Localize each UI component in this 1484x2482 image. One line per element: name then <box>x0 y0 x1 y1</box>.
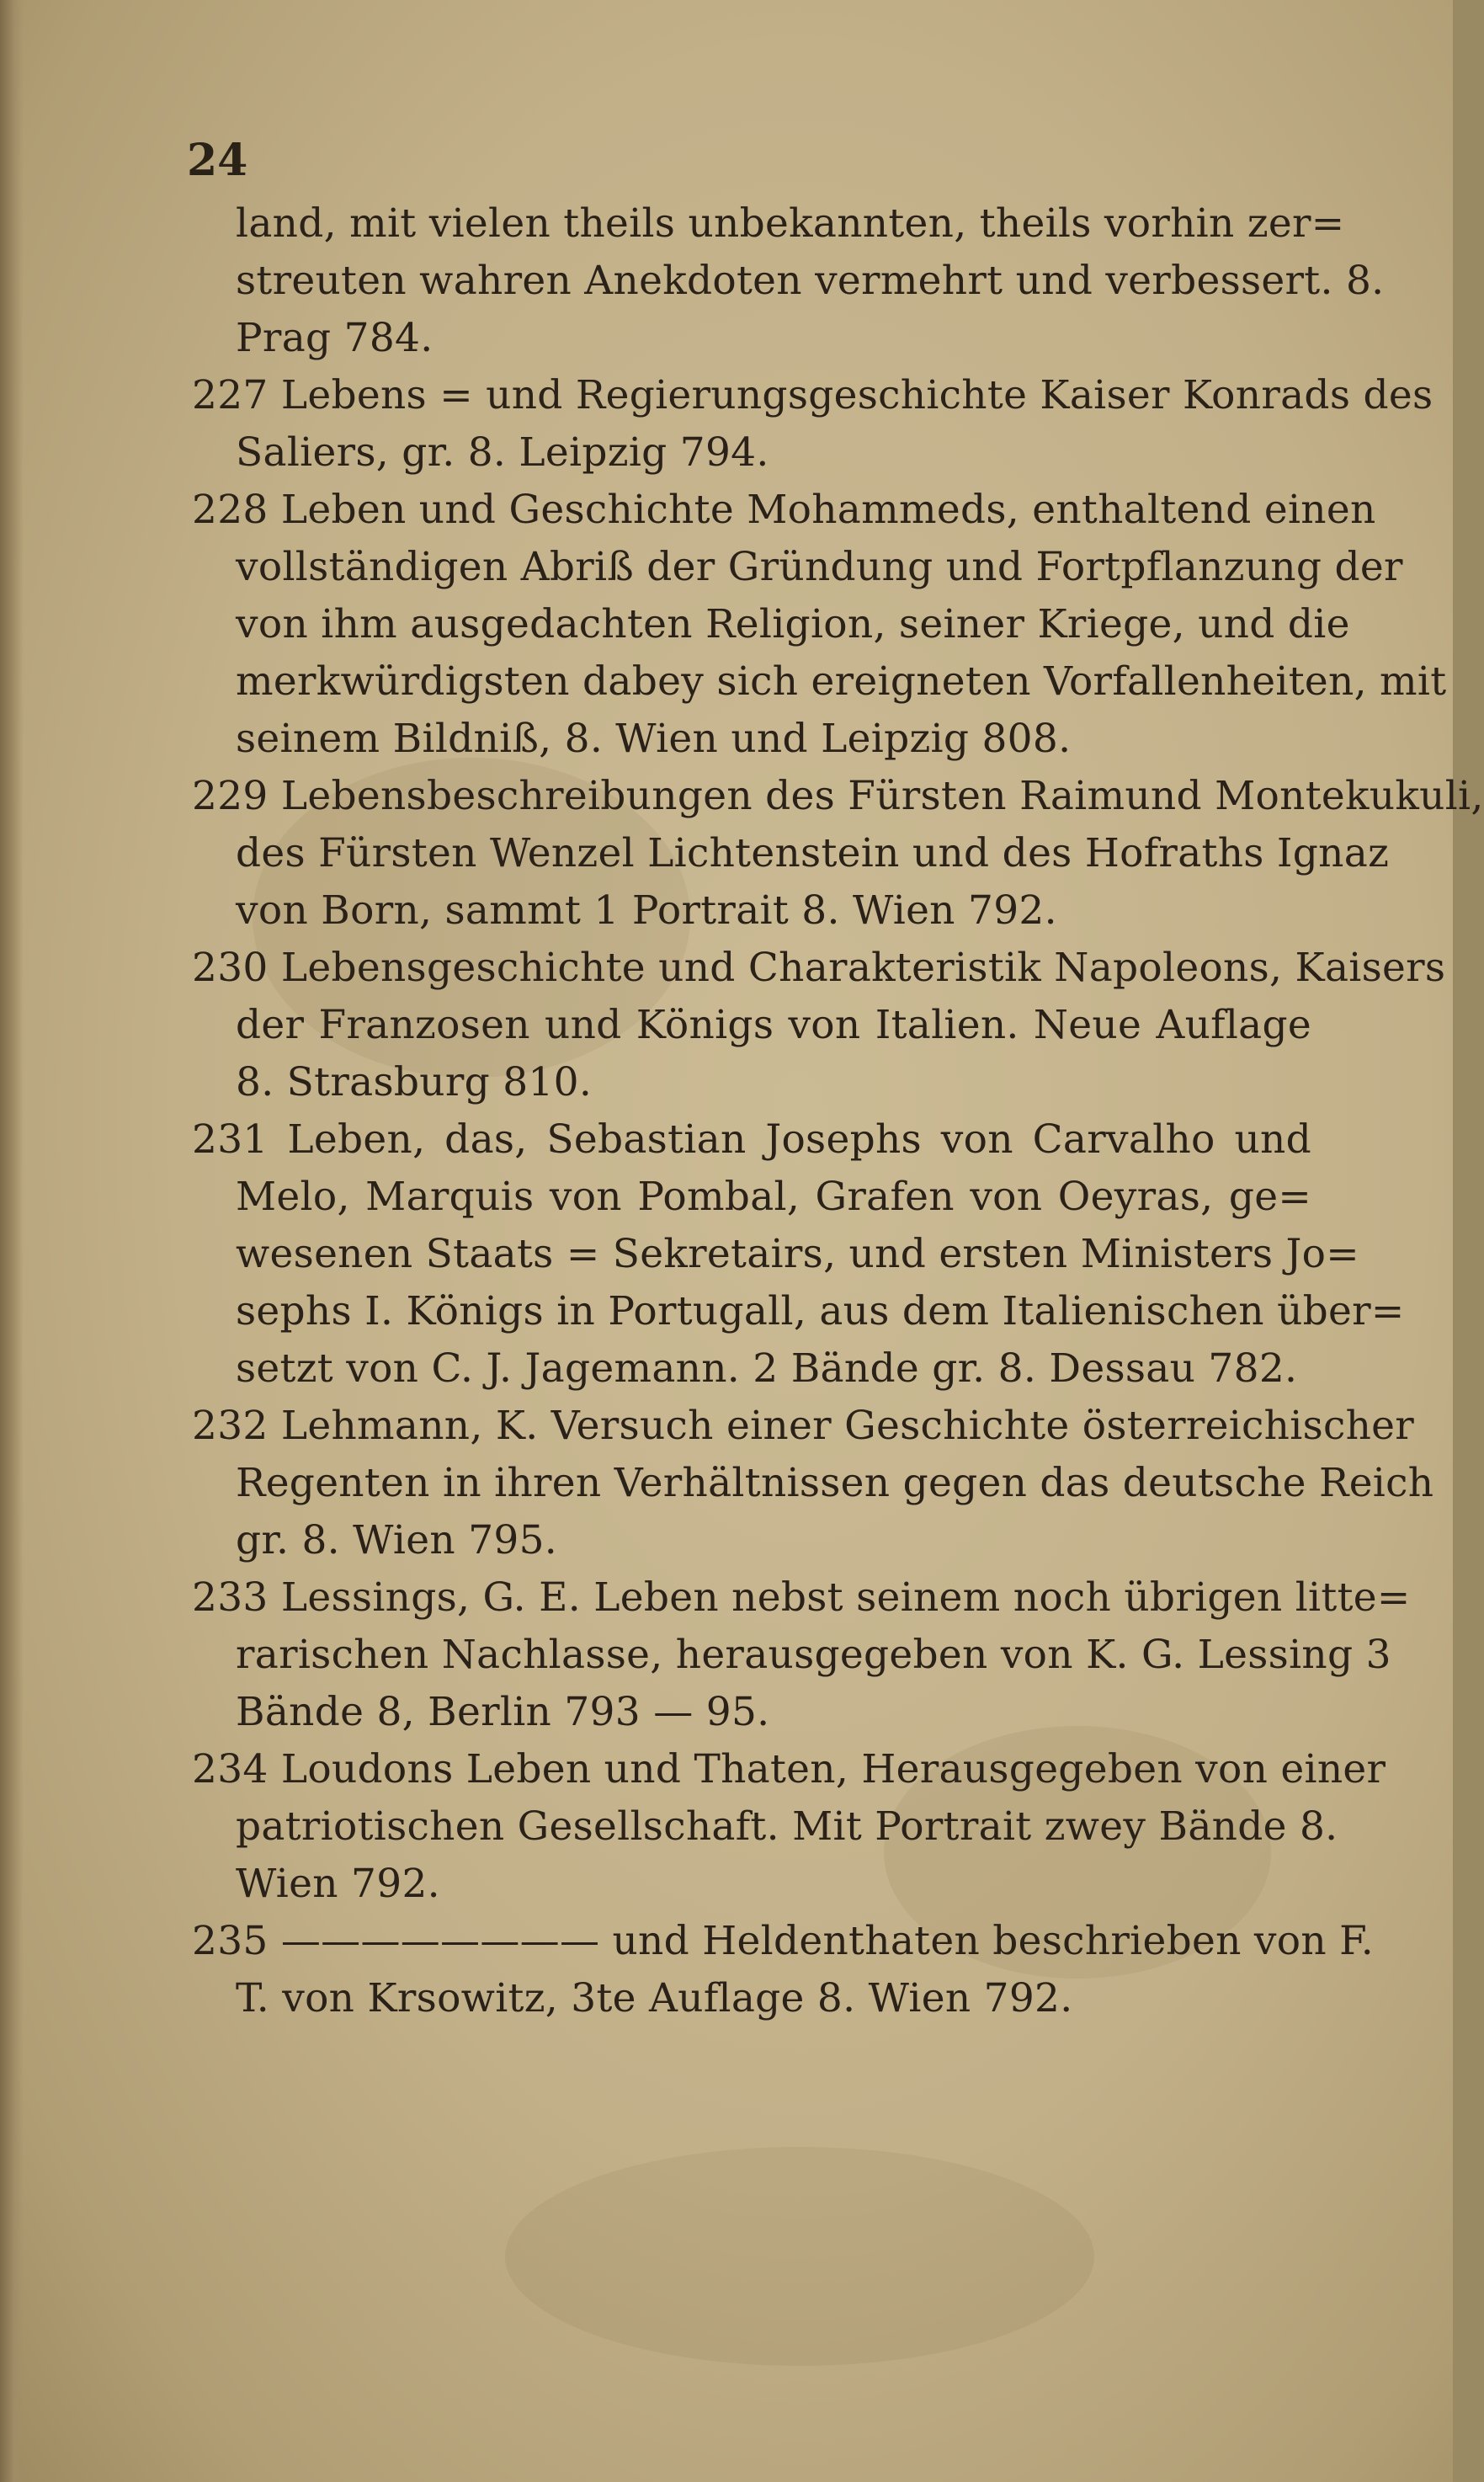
catalog-line: von Born, sammt 1 Portrait 8. Wien 792. <box>236 887 1057 934</box>
catalog-line: patriotischen Gesellschaft. Mit Portrait zwey Bände 8. <box>236 1803 1338 1850</box>
catalog-line: gr. 8. Wien 795. <box>236 1517 558 1563</box>
catalog-line: Melo, Marquis von Pombal, Grafen von Oeyras, ge= <box>236 1174 1311 1220</box>
catalog-line: von ihm ausgedachten Religion, seiner Kriege, und die <box>236 601 1350 647</box>
catalog-line: vollständigen Abriß der Gründung und Fortpflanzung der <box>236 544 1403 590</box>
catalog-line: Wien 792. <box>236 1861 440 1907</box>
catalog-entry-line: 234 Loudons Leben und Thaten, Herausgegeben von einer <box>192 1746 1386 1792</box>
catalog-line: land, mit vielen theils unbekannten, theils vorhin zer= <box>236 200 1345 247</box>
catalog-entry-line: 235 ———————— und Heldenthaten beschrieben von F. <box>192 1918 1374 1964</box>
catalog-line: Prag 784. <box>236 315 433 361</box>
catalog-line: T. von Krsowitz, 3te Auflage 8. Wien 792. <box>236 1975 1073 2021</box>
catalog-line: rarischen Nachlasse, herausgegeben von K. G. Lessing 3 <box>236 1632 1391 1678</box>
catalog-line: setzt von C. J. Jagemann. 2 Bände gr. 8. Dessau 782. <box>236 1345 1298 1392</box>
catalog-entry-line: 227 Lebens = und Regierungsgeschichte Kaiser Konrads des <box>192 372 1433 418</box>
catalog-entry-line: 230 Lebensgeschichte und Charakteristik Napoleons, Kaisers <box>192 945 1446 991</box>
catalog-line: Bände 8, Berlin 793 — 95. <box>236 1689 770 1735</box>
page-number: 24 <box>187 135 248 186</box>
catalog-line: der Franzosen und Königs von Italien. Neue Auflage <box>236 1002 1311 1048</box>
catalog-line: Saliers, gr. 8. Leipzig 794. <box>236 429 769 476</box>
catalog-line: des Fürsten Wenzel Lichtenstein und des Hofraths Ignaz <box>236 830 1390 876</box>
catalog-entry-line: 228 Leben und Geschichte Mohammeds, enthaltend einen <box>192 487 1376 533</box>
catalog-entry-line: 229 Lebensbeschreibungen des Fürsten Raimund Montekukuli, <box>192 773 1484 819</box>
catalog-line: streuten wahren Anekdoten vermehrt und verbessert. 8. <box>236 258 1385 304</box>
paper-stain <box>505 2147 1094 2366</box>
binding-edge <box>0 0 24 2482</box>
catalog-line: wesenen Staats = Sekretairs, und ersten Ministers Jo= <box>236 1231 1359 1277</box>
catalog-line: merkwürdigsten dabey sich ereigneten Vorfallenheiten, mit <box>236 658 1447 705</box>
catalog-entry-line: 231 Leben, das, Sebastian Josephs von Carvalho und <box>192 1116 1311 1163</box>
catalog-entry-line: 233 Lessings, G. E. Leben nebst seinem noch übrigen litte= <box>192 1574 1411 1621</box>
catalog-line: Regenten in ihren Verhältnissen gegen das deutsche Reich <box>236 1460 1434 1506</box>
catalog-line: 8. Strasburg 810. <box>236 1059 593 1105</box>
catalog-entry-line: 232 Lehmann, K. Versuch einer Geschichte österreichischer <box>192 1403 1415 1449</box>
catalog-text <box>192 195 1484 2027</box>
catalog-line: sephs I. Königs in Portugall, aus dem Italienischen über= <box>236 1288 1405 1334</box>
catalog-line: seinem Bildniß, 8. Wien und Leipzig 808. <box>236 716 1072 762</box>
